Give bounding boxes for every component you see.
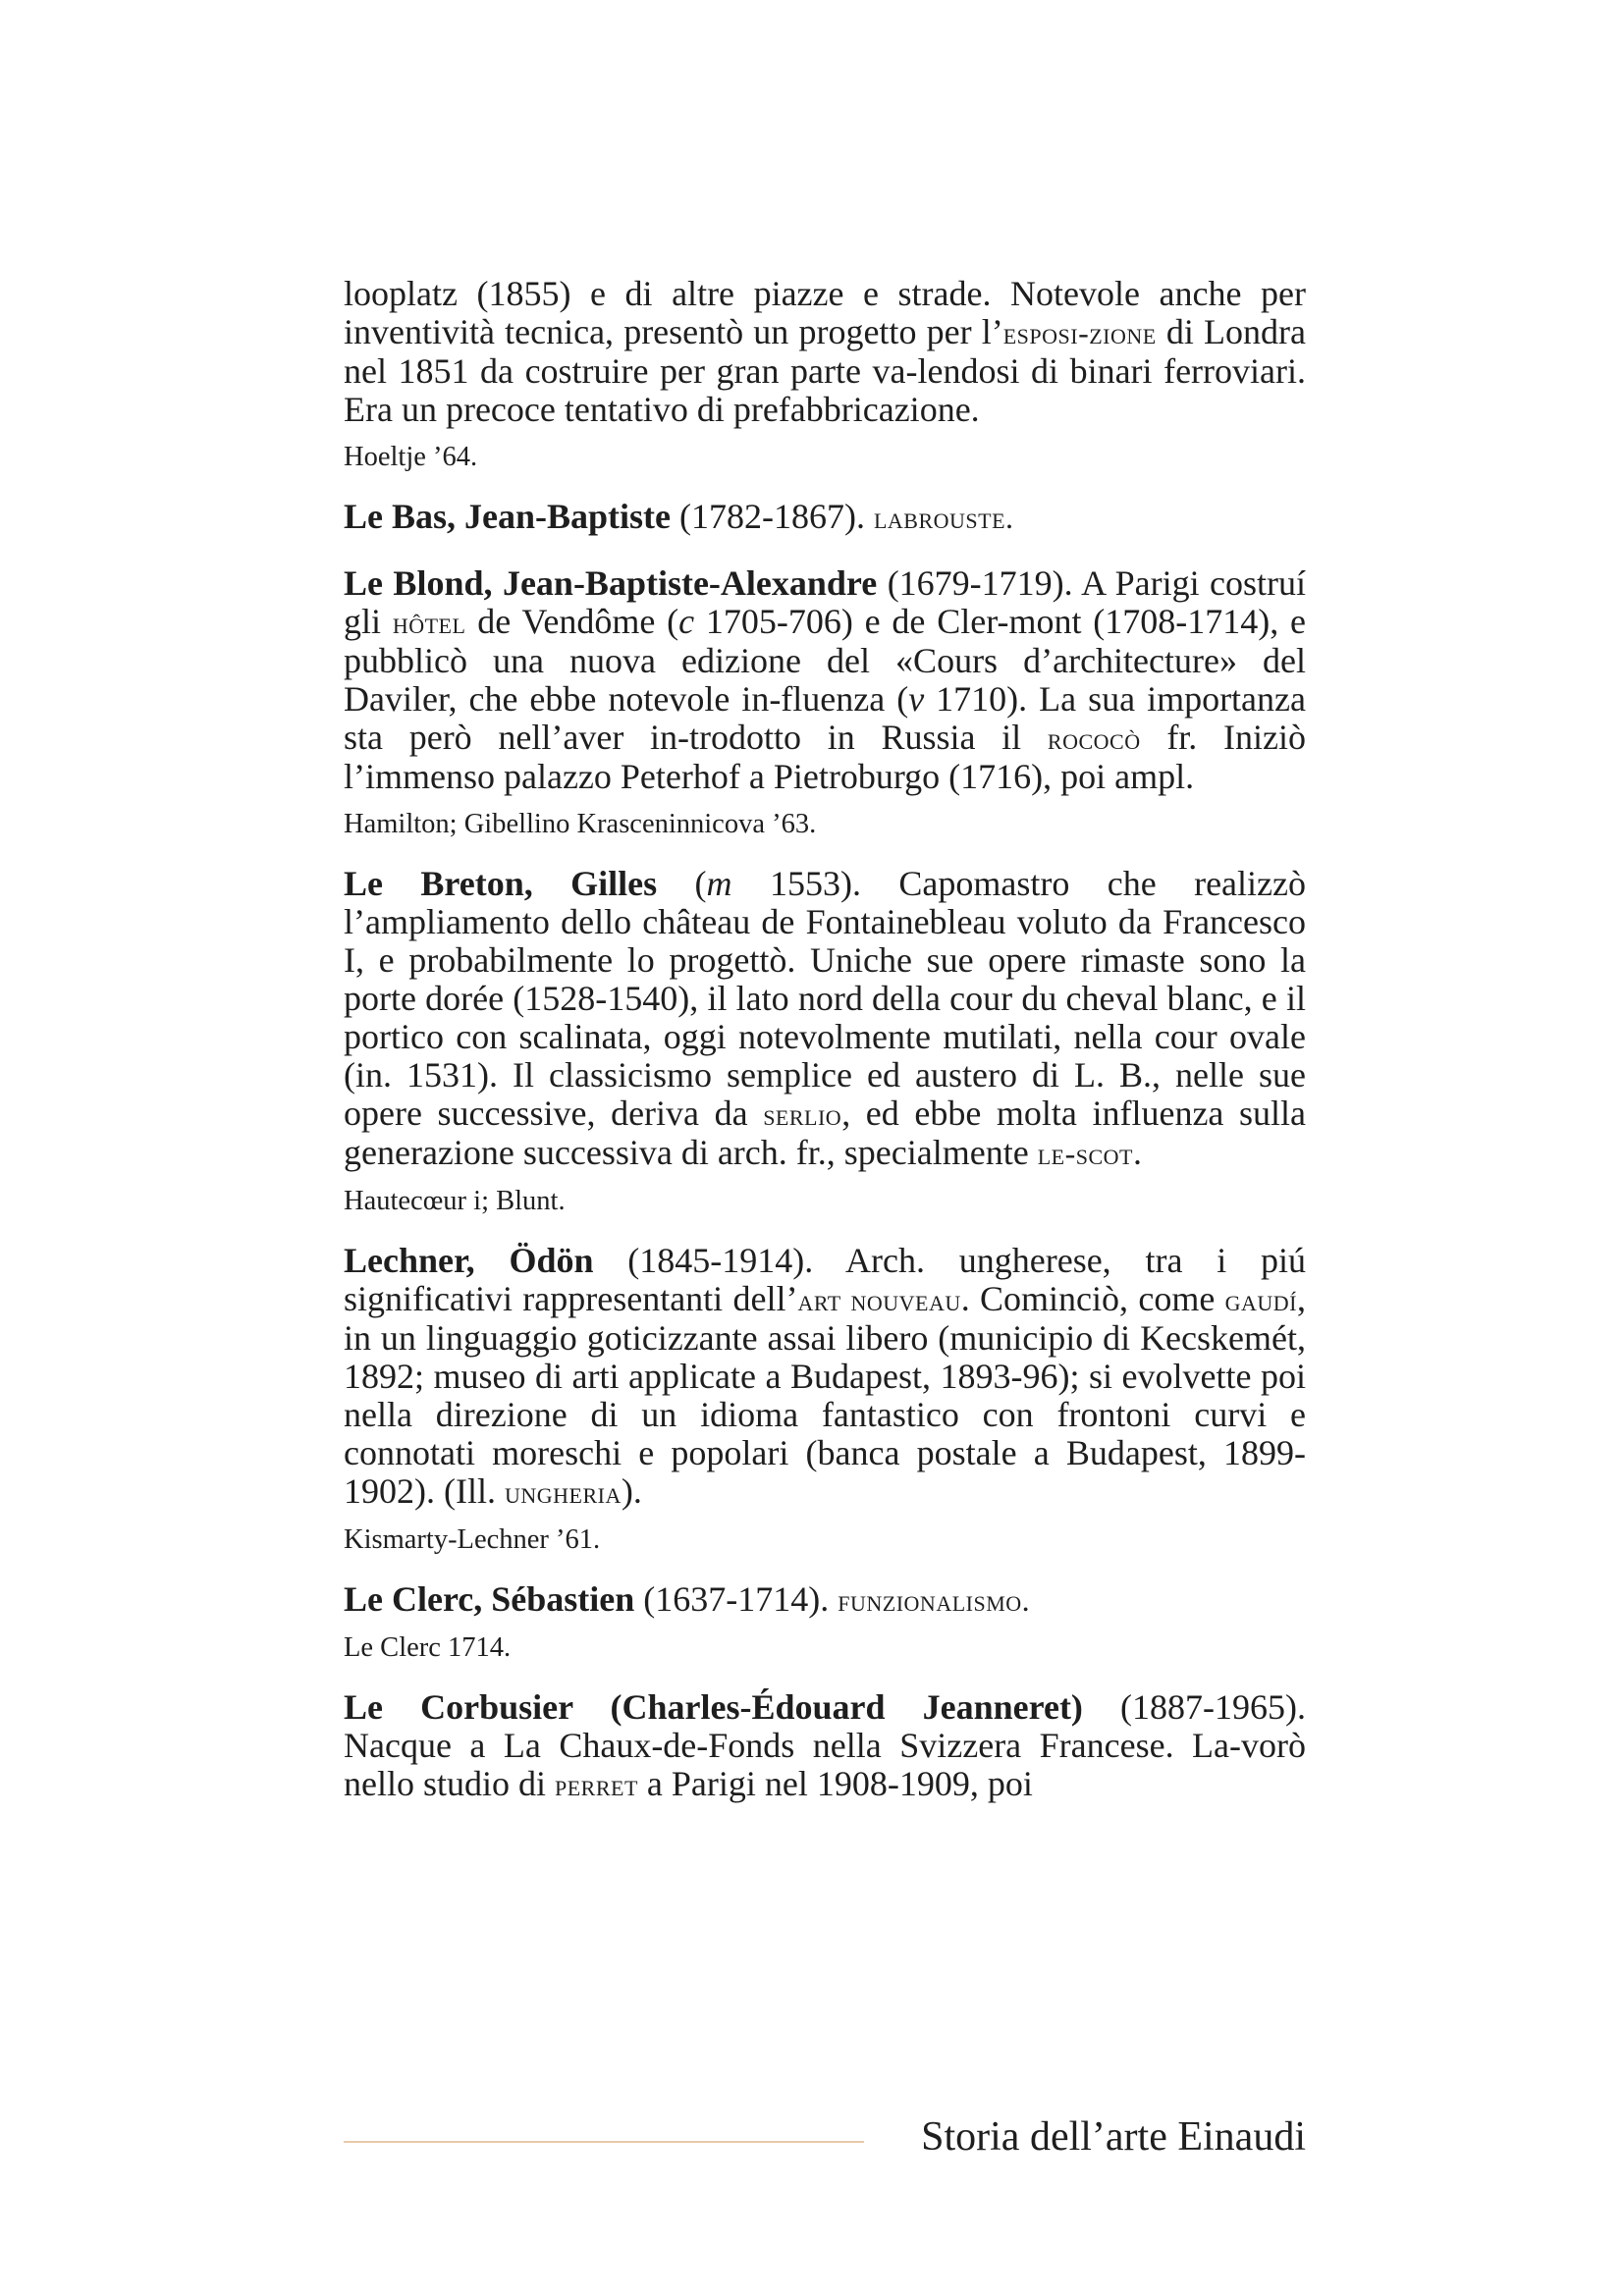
entry-le-blond <box>344 564 1306 796</box>
paragraph-continuation <box>344 275 1306 429</box>
bibliography-reference: Le Clerc 1714. <box>344 1632 512 1663</box>
cross-reference: art nouveau <box>797 1282 961 1317</box>
text-segment: ). <box>621 1471 642 1511</box>
text-segment: de Vendôme ( <box>465 602 679 641</box>
text-segment: 1553). Capomastro che realizzò l’ampliamento dello château de Fontainebleau voluto da Francesco I, e probabilmente lo progettò. Uniche sue opere rimaste sono la porte dorée (1528-1540), il lato nord della cour du cheval blanc, e il portico con scalinata, oggi notevolmente mutilati, nella cour ovale (in. 1531). Il classicismo semplice ed austero di L. B., nelle sue opere successive, deriva da <box>344 864 1306 1133</box>
text-segment: di Londra nel 1851 da costruire per gran parte va-lendosi di binari ferroviari. Era un precoce tentativo di prefabbricazione. <box>344 312 1306 429</box>
cross-reference: rococò <box>1047 721 1141 756</box>
cross-reference: ungheria <box>504 1474 622 1510</box>
cross-reference: esposi-zione <box>1002 315 1157 350</box>
cross-reference: funzionalismo. <box>838 1582 1031 1618</box>
entry-lechner <box>344 1242 1306 1512</box>
text-italic: c <box>678 602 695 641</box>
text-segment: (1887-1965). Nacque a La Chaux-de-Fonds nella Svizzera Francese. La-vorò nello studio di <box>344 1687 1306 1803</box>
text-segment: fr. Iniziò l’immenso palazzo Peterhof a Pietroburgo (1716), poi ampl. <box>344 718 1306 796</box>
text-column <box>344 275 1306 1804</box>
cross-reference: gaudí <box>1224 1282 1298 1317</box>
entry-headword: Le Bas, Jean-Baptiste <box>344 497 671 536</box>
text-segment: . Cominciò, come <box>960 1279 1225 1318</box>
text-segment: (1782-1867). <box>671 497 874 536</box>
footer-publication-title: Storia dell’arte Einaudi <box>921 2114 1306 2160</box>
text-segment: . <box>1132 1133 1142 1172</box>
text-italic: m <box>706 864 732 903</box>
entry-headword: Le Clerc, Sébastien <box>344 1579 635 1619</box>
text-segment: 1705-706) e de Cler-mont (1708-1714), e pubblicò una nuova edizione del «Cours d’architecture» del Daviler, che ebbe notevole in-fluenza ( <box>344 602 1306 719</box>
entry-le-bas <box>344 498 1306 537</box>
text-segment: (1845-1914). Arch. ungherese, tra i piú significativi rappresentanti dell’ <box>344 1241 1306 1318</box>
bibliography-reference: Hautecœur i; Blunt. <box>344 1186 566 1216</box>
text-segment: (1637-1714). <box>634 1579 839 1619</box>
text-segment: looplatz (1855) e di altre piazze e strade. Notevole anche per inventività tecnica, presentò un progetto per l’ <box>344 274 1306 351</box>
text-segment: ( <box>657 864 707 903</box>
text-segment: , ed ebbe molta influenza sulla generazione successiva di arch. fr., specialmente <box>344 1094 1306 1172</box>
text-segment: a Parigi nel 1908-1909, poi <box>637 1764 1033 1803</box>
entry-le-clerc <box>344 1580 1306 1620</box>
text-italic: v <box>908 679 925 719</box>
entry-le-breton <box>344 865 1306 1173</box>
cross-reference: serlio <box>763 1096 842 1132</box>
entry-headword: Le Breton, Gilles <box>344 864 658 903</box>
entry-headword: Lechner, Ödön <box>344 1241 594 1280</box>
cross-reference: labrouste. <box>873 500 1014 535</box>
entry-le-corbusier <box>344 1688 1306 1804</box>
text-segment: (1679-1719). A Parigi costruí gli <box>344 563 1306 641</box>
cross-reference: hôtel <box>392 605 466 640</box>
cross-reference: le-scot <box>1037 1136 1133 1171</box>
bibliography-reference: Kismarty-Lechner ’61. <box>344 1524 601 1555</box>
entry-headword: Le Blond, Jean-Baptiste-Alexandre <box>344 563 878 603</box>
footer-rule <box>344 2141 864 2143</box>
text-segment: 1710). La sua importanza sta però nell’aver in-trodotto in Russia il <box>344 679 1306 757</box>
bibliography-reference: Hoeltje ’64. <box>344 442 478 472</box>
entry-headword: Le Corbusier (Charles-Édouard Jeanneret) <box>344 1687 1083 1727</box>
text-segment: , in un linguaggio goticizzante assai libero (municipio di Kecskemét, 1892; museo di arti applicate a Budapest, 1893-96); si evolvette poi nella direzione di un idioma fantastico con frontoni curvi e connotati moreschi e popolari (banca postale a Budapest, 1899-1902). (Ill. <box>344 1279 1307 1511</box>
cross-reference: perret <box>555 1767 638 1802</box>
bibliography-reference: Hamilton; Gibellino Krasceninnicova ’63. <box>344 809 817 839</box>
